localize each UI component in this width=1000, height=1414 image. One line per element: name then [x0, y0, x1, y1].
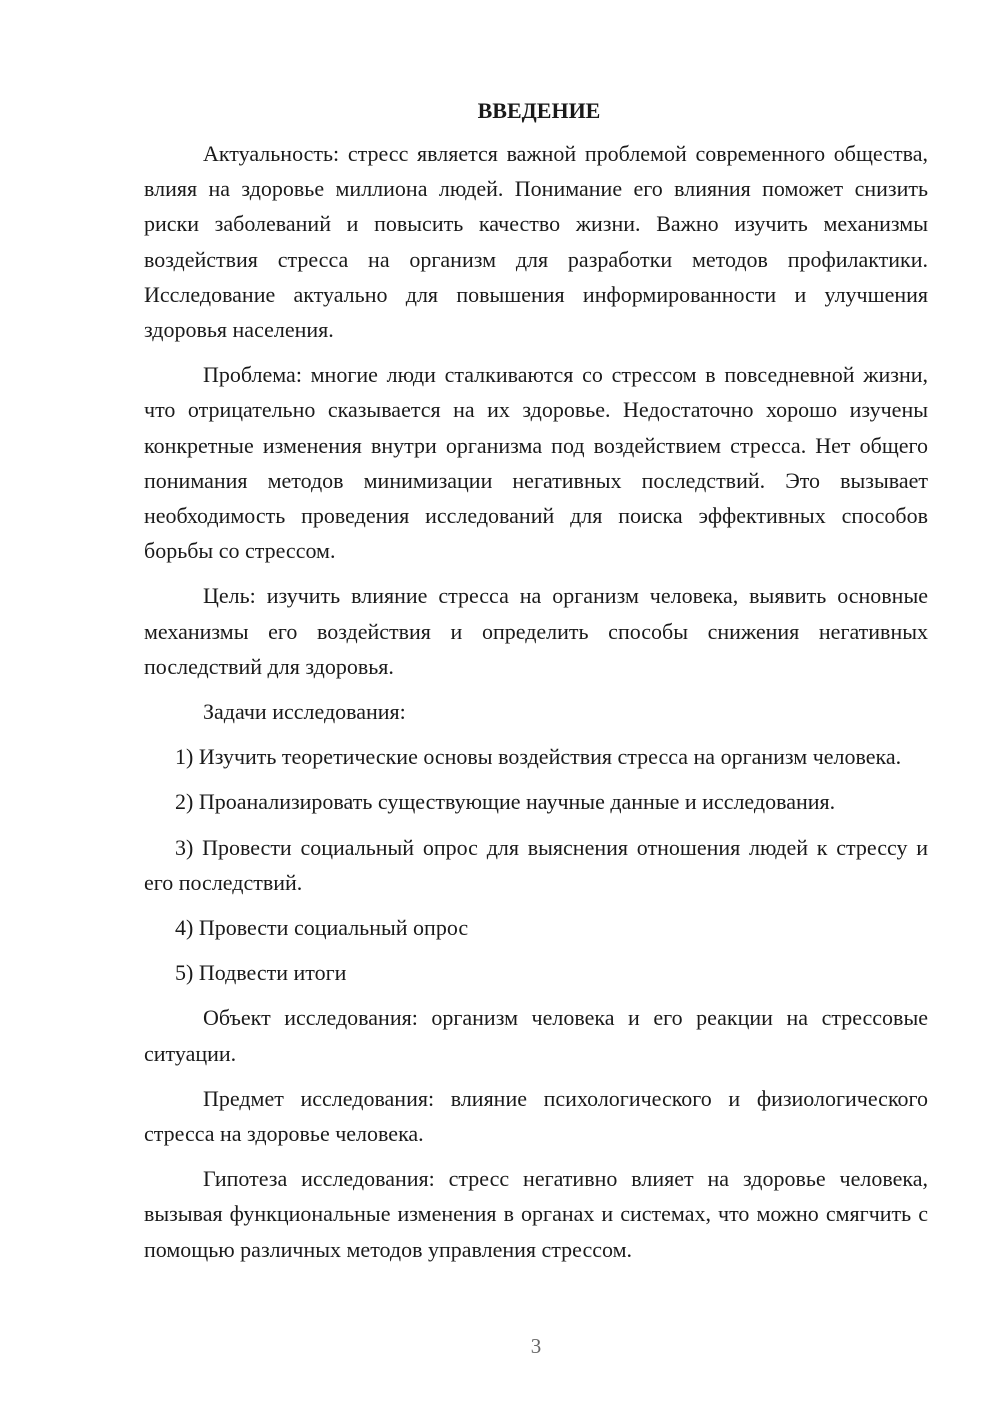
task-item-3: 3) Провести социальный опрос для выяснения отношения людей к стрессу и его последствий.	[144, 834, 928, 895]
paragraph-relevance: Актуальность: стресс является важной проблемой современного общества, влияя на здоровье миллиона людей. Понимание его влияния поможет снизить риски заболеваний и повысить качество жизни. Важно изучить механизмы воздействия стресса на организм для разработки методов профилактики. Исследование актуально для повышения информированности и улучшения здоровья населения.	[144, 141, 928, 343]
page-content	[144, 95, 928, 1277]
page-number: 3	[530, 1334, 542, 1358]
task-item-2: 2) Проанализировать существующие научные данные и исследования.	[175, 789, 836, 815]
paragraph-problem: Проблема: многие люди сталкиваются со стрессом в повседневной жизни, что отрицательно сказывается на их здоровье. Недостаточно хорошо изучены конкретные изменения внутри организма под воздействием стресса. Нет общего понимания методов минимизации негативных последствий. Это вызывает необходимость проведения исследований для поиска эффективных способов борьбы со стрессом.	[144, 362, 928, 564]
task-item-4: 4) Провести социальный опрос	[175, 915, 469, 941]
tasks-heading: Задачи исследования:	[203, 699, 406, 725]
page-title: ВВЕДЕНИЕ	[477, 98, 601, 123]
paragraph-goal: Цель: изучить влияние стресса на организм человека, выявить основные механизмы его воздействия и определить способы снижения негативных последствий для здоровья.	[144, 583, 928, 679]
task-item-5: 5) Подвести итоги	[175, 960, 347, 986]
paragraph-subject: Предмет исследования: влияние психологического и физиологического стресса на здоровье человека.	[144, 1085, 928, 1147]
task-item-1: 1) Изучить теоретические основы воздействия стресса на организм человека.	[175, 744, 902, 770]
paragraph-hypothesis: Гипотеза исследования: стресс негативно влияет на здоровье человека, вызывая функциональные изменения в органах и системах, что можно смягчить с помощью различных методов управления стрессом.	[144, 1166, 928, 1262]
paragraph-object: Объект исследования: организм человека и его реакции на стрессовые ситуации.	[144, 1005, 928, 1066]
